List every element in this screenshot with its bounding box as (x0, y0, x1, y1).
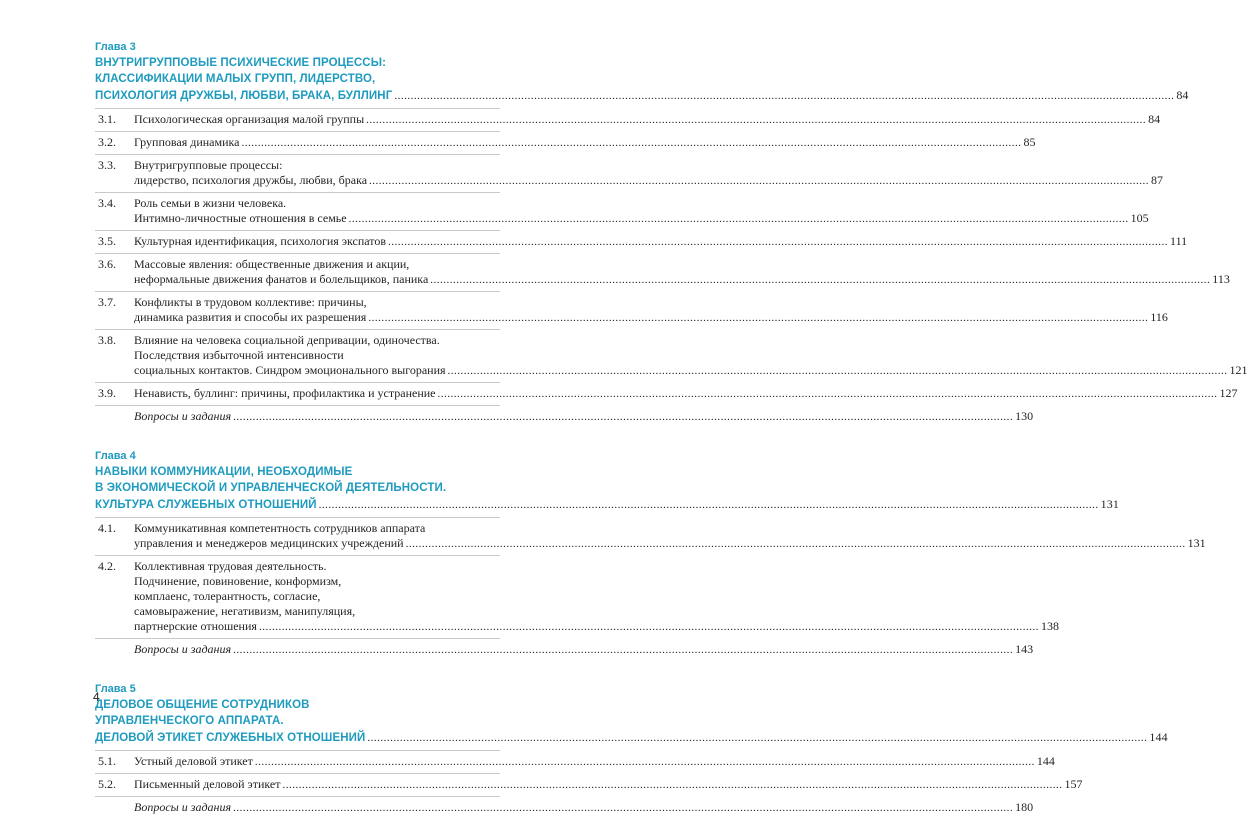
section-number: 3.8. (98, 333, 116, 347)
section-page-number: 157 (1064, 777, 1083, 791)
dot-leader (369, 174, 1149, 189)
dot-leader (368, 311, 1148, 326)
section-title-line: социальных контактов. Синдром эмоционального выгорания (134, 363, 446, 377)
chapter-section (95, 449, 1206, 661)
section-title-line: Ненависть, буллинг: причины, профилактика и устранение (134, 386, 436, 400)
chapter-title-line: НАВЫКИ КОММУНИКАЦИИ, НЕОБХОДИМЫЕ (95, 466, 353, 478)
section-title-line: динамика развития и способы их разрешения (134, 310, 367, 324)
section-title-line: Массовые явления: общественные движения и акции, (134, 257, 410, 271)
section-number: 3.7. (98, 295, 116, 309)
chapter-title[interactable] (95, 464, 1119, 513)
section-number (95, 642, 134, 658)
dot-leader (319, 497, 1099, 513)
section-title-line: Влияние на человека социальной депривации, одиночества. (134, 333, 440, 347)
section-title-line: Коллективная трудовая деятельность. (134, 559, 327, 573)
section-entry[interactable] (95, 230, 1188, 253)
section-number: 3.6. (98, 257, 116, 271)
dot-leader (388, 235, 1168, 250)
section-entry[interactable] (95, 131, 1036, 154)
chapter-title-line: ДЕЛОВОЙ ЭТИКЕТ СЛУЖЕБНЫХ ОТНОШЕНИЙ (95, 732, 366, 744)
section-entry[interactable] (95, 555, 1059, 638)
section-title-line: Роль семьи в жизни человека. (134, 196, 287, 210)
dot-leader (233, 643, 1013, 658)
dot-leader (233, 801, 1013, 816)
section-entry[interactable] (95, 773, 1083, 796)
chapter-title-line: ВНУТРИГРУППОВЫЕ ПСИХИЧЕСКИЕ ПРОЦЕССЫ: (95, 57, 386, 69)
section-list (95, 517, 1206, 661)
section-page-number: 84 (1148, 112, 1161, 126)
dot-leader (366, 113, 1146, 128)
section-number: 5.2. (98, 777, 116, 791)
section-title-line: Подчинение, повиновение, конформизм, (134, 574, 342, 588)
dot-leader (242, 136, 1022, 151)
dot-leader (406, 537, 1186, 552)
section-number: 3.9. (98, 386, 116, 400)
section-page-number: 138 (1040, 619, 1059, 633)
section-entry[interactable] (95, 154, 1164, 192)
section-page-number: 116 (1150, 310, 1168, 324)
section-title-line: Вопросы и задания (134, 642, 232, 656)
section-number: 3.5. (98, 234, 116, 248)
section-page-number: 143 (1015, 642, 1034, 656)
section-number (95, 800, 134, 816)
questions-entry[interactable] (95, 405, 1034, 428)
section-title-line: Интимно-личностные отношения в семье (134, 211, 347, 225)
dot-leader (349, 212, 1129, 227)
chapter-title[interactable] (95, 55, 1189, 104)
section-page-number: 144 (1036, 754, 1055, 768)
section-page-number: 111 (1170, 234, 1188, 248)
section-number: 3.3. (98, 158, 116, 172)
dot-leader (282, 778, 1062, 793)
dot-leader (448, 364, 1228, 379)
chapter-title-line: КЛАССИФИКАЦИИ МАЛЫХ ГРУПП, ЛИДЕРСТВО, (95, 73, 376, 85)
section-number: 3.1. (98, 112, 116, 126)
section-page-number: 105 (1130, 211, 1149, 225)
section-number: 3.2. (98, 135, 116, 149)
section-title-line: Последствия избыточной интенсивности (134, 348, 344, 362)
chapter-label: Глава 3 (95, 41, 136, 53)
chapter-title[interactable] (95, 697, 1168, 746)
section-list (95, 108, 1248, 428)
dot-leader (430, 273, 1210, 288)
dot-leader (437, 387, 1217, 402)
section-title-line: партнерские отношения (134, 619, 257, 633)
section-title-line: Вопросы и задания (134, 409, 232, 423)
section-title-line: Культурная идентификация, психология экспатов (134, 234, 387, 248)
section-number: 4.1. (98, 521, 116, 535)
section-title-line: Групповая динамика (134, 135, 240, 149)
chapter-page-number: 84 (1176, 88, 1189, 102)
section-entry[interactable] (95, 291, 1168, 329)
section-page-number: 85 (1023, 135, 1036, 149)
chapter-page-number: 131 (1100, 497, 1119, 511)
chapter-title-line: УПРАВЛЕНЧЕСКОГО АППАРАТА. (95, 715, 284, 727)
section-entry[interactable] (95, 517, 1206, 555)
dot-leader (394, 88, 1174, 104)
chapter-label: Глава 5 (95, 683, 136, 695)
section-page-number: 121 (1229, 363, 1248, 377)
section-title-line: Внутригрупповые процессы: (134, 158, 283, 172)
section-title-line: комплаенс, толерантность, согласие, (134, 589, 321, 603)
chapter-title-line: КУЛЬТУРА СЛУЖЕБНЫХ ОТНОШЕНИЙ (95, 499, 317, 511)
section-entry[interactable] (95, 192, 1149, 230)
questions-entry[interactable] (95, 796, 1034, 819)
section-title-line: Психологическая организация малой группы (134, 112, 365, 126)
chapter-title-line: ПСИХОЛОГИЯ ДРУЖБЫ, ЛЮБВИ, БРАКА, БУЛЛИНГ (95, 90, 393, 102)
section-title-line: Вопросы и задания (134, 800, 232, 814)
section-title-line: управления и менеджеров медицинских учреждений (134, 536, 404, 550)
chapter-section (95, 682, 1168, 819)
section-number: 4.2. (98, 559, 116, 573)
section-entry[interactable] (95, 108, 1161, 131)
section-number: 3.4. (98, 196, 116, 210)
section-page-number: 87 (1151, 173, 1164, 187)
chapter-title-line: В ЭКОНОМИЧЕСКОЙ И УПРАВЛЕНЧЕСКОЙ ДЕЯТЕЛЬНОСТИ. (95, 482, 447, 494)
section-title-line: лидерство, психология дружбы, любви, брака (134, 173, 368, 187)
page-number: 4 (93, 690, 100, 704)
section-title-line: Письменный деловой этикет (134, 777, 281, 791)
section-list (95, 750, 1083, 819)
section-title-line: самовыражение, негативизм, манипуляция, (134, 604, 356, 618)
chapter-label: Глава 4 (95, 450, 136, 462)
section-entry[interactable] (95, 329, 1248, 382)
section-page-number: 180 (1015, 800, 1034, 814)
section-page-number: 130 (1015, 409, 1034, 423)
section-number: 5.1. (98, 754, 116, 768)
section-entry[interactable] (95, 382, 1238, 405)
section-entry[interactable] (95, 750, 1055, 773)
section-page-number: 127 (1219, 386, 1238, 400)
chapter-section (95, 40, 1248, 428)
dot-leader (233, 410, 1013, 425)
section-title-line: Конфликты в трудовом коллективе: причины, (134, 295, 367, 309)
section-title-line: Коммуникативная компетентность сотрудников аппарата (134, 521, 426, 535)
section-page-number: 113 (1212, 272, 1230, 286)
section-page-number: 131 (1187, 536, 1206, 550)
dot-leader (259, 620, 1039, 635)
section-entry[interactable] (95, 253, 1230, 291)
section-title-line: неформальные движения фанатов и болельщиков, паника (134, 272, 429, 286)
chapter-page-number: 144 (1149, 730, 1168, 744)
section-title-line: Устный деловой этикет (134, 754, 253, 768)
dot-leader (255, 755, 1035, 770)
questions-entry[interactable] (95, 638, 1034, 661)
section-number (95, 409, 134, 425)
table-of-contents (95, 40, 1248, 840)
dot-leader (367, 730, 1147, 746)
chapter-title-line: ДЕЛОВОЕ ОБЩЕНИЕ СОТРУДНИКОВ (95, 699, 310, 711)
